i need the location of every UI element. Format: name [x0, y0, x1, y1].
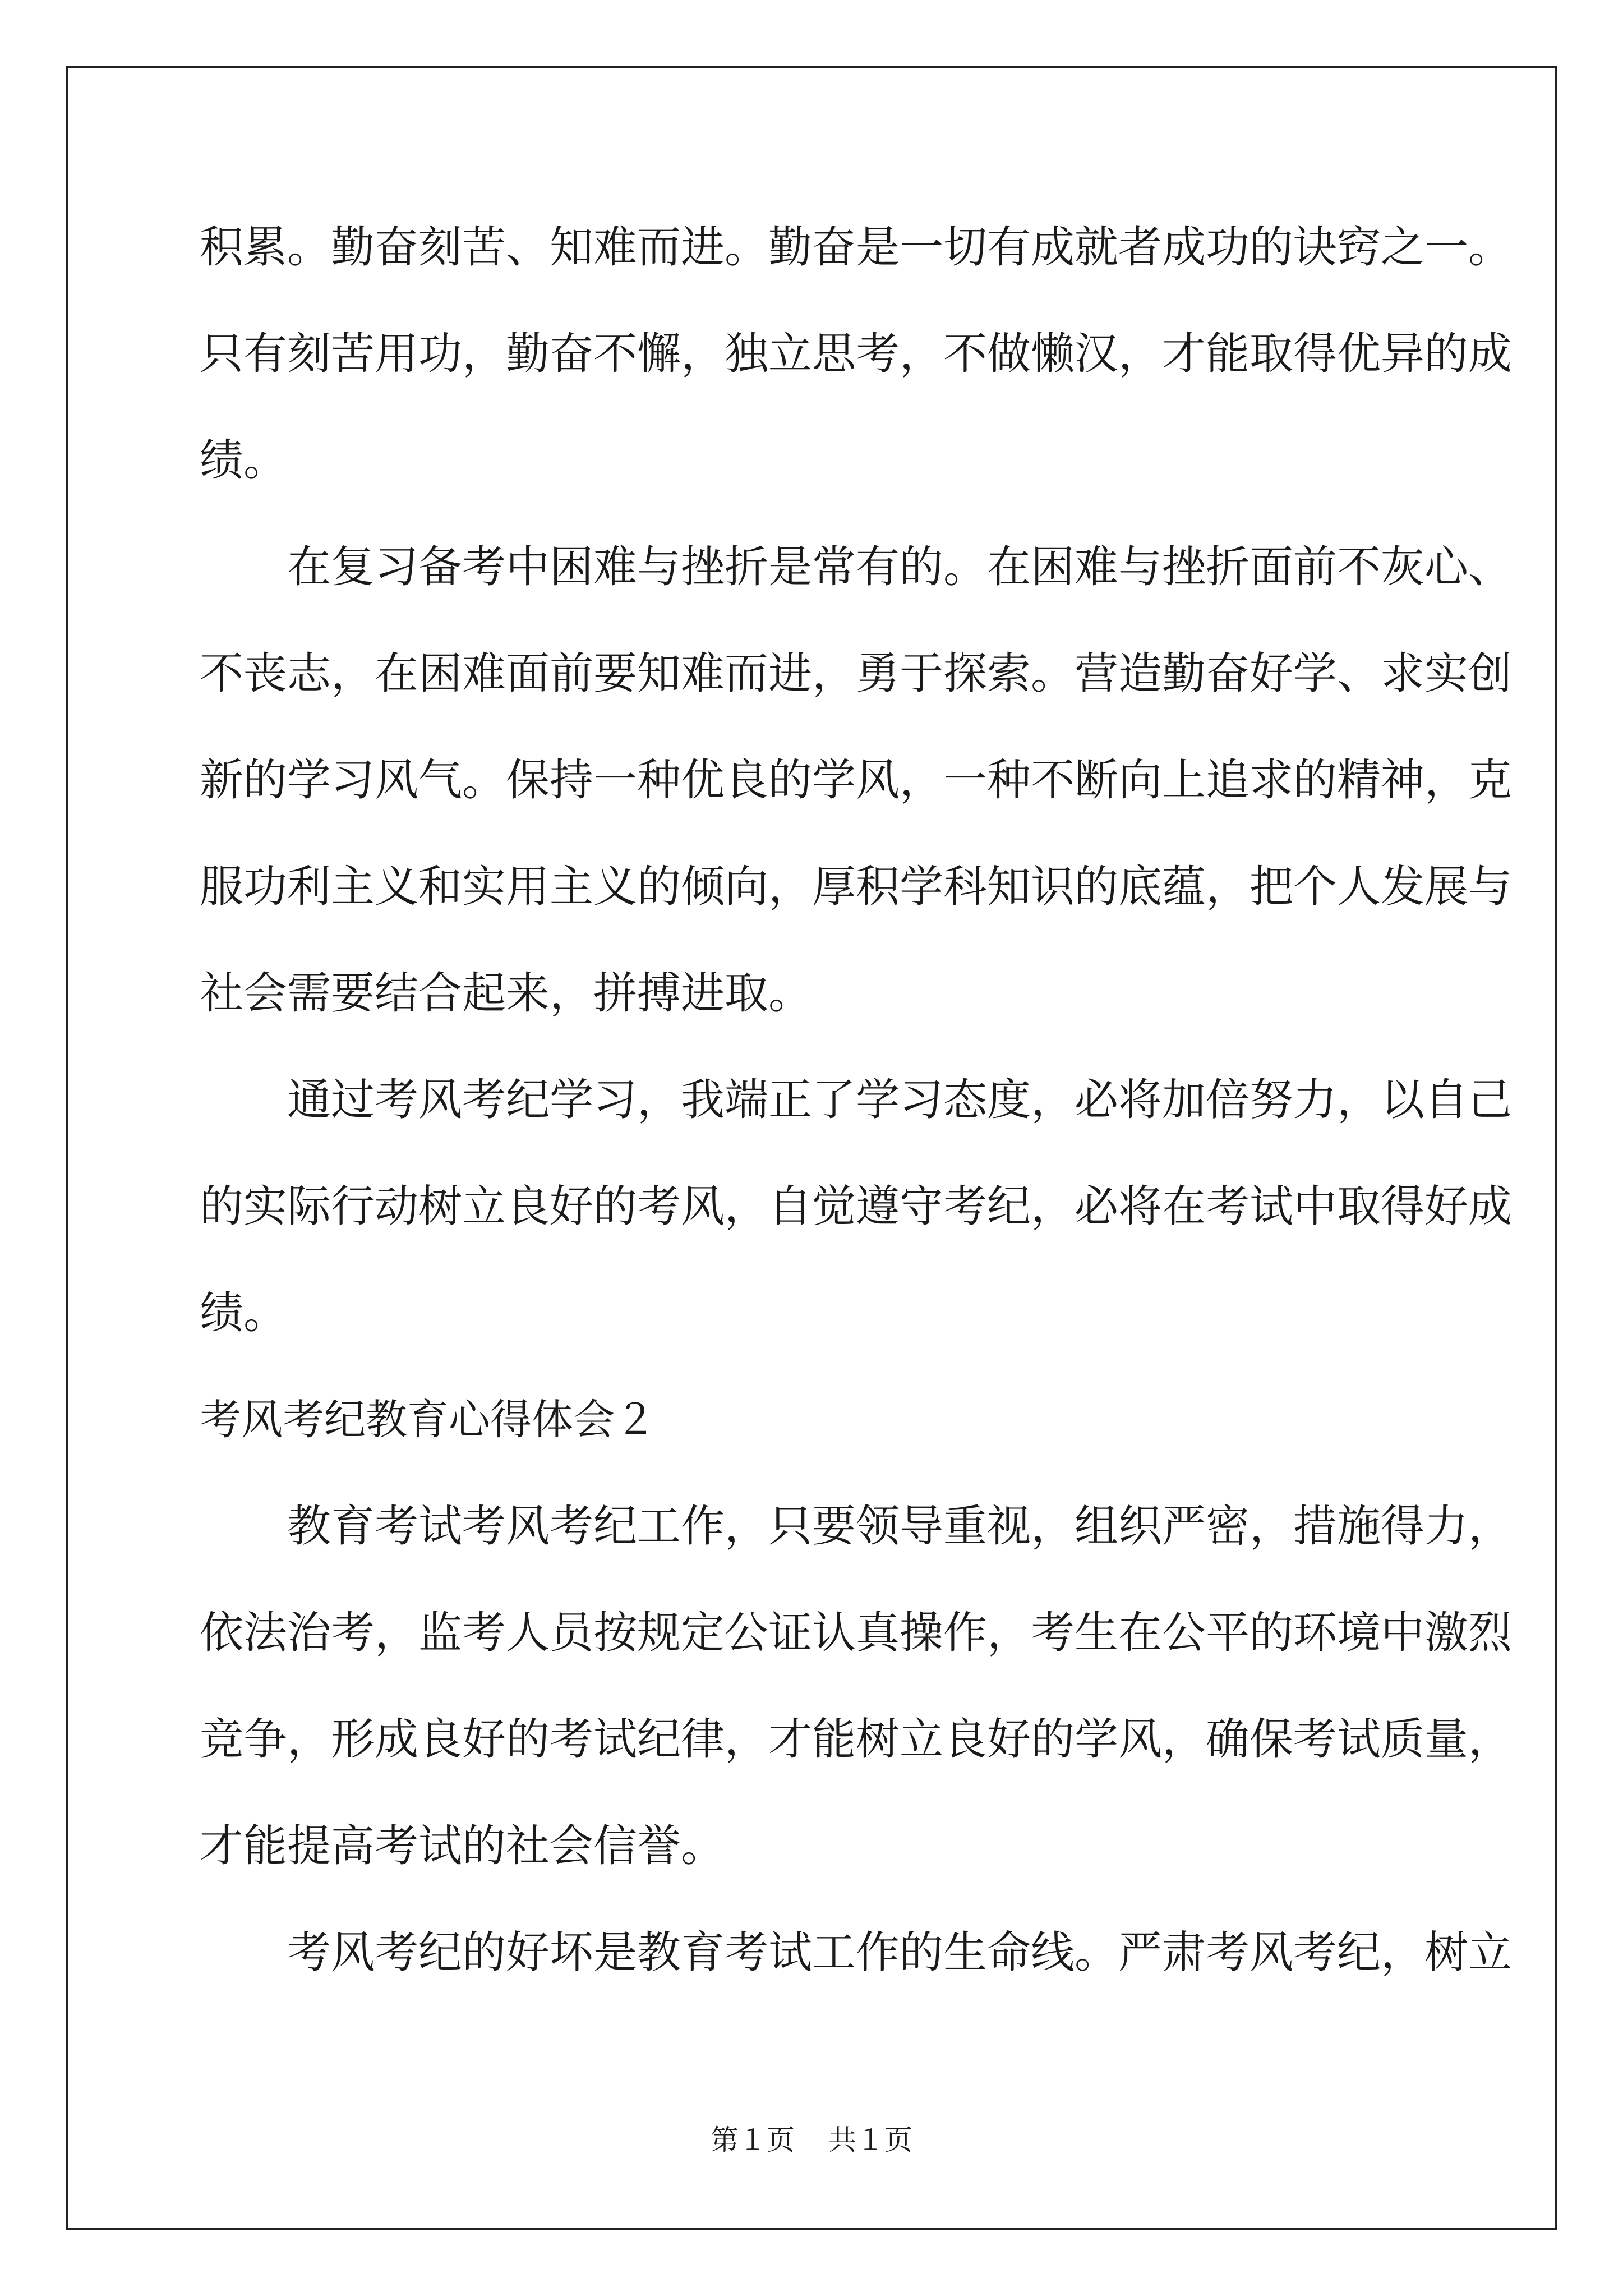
text-line: 不丧志，在困难面前要知难而进，勇于探索。营造勤奋好学、求实创 [200, 648, 1513, 699]
text-line: 的实际行动树立良好的考风，自觉遵守考纪，必将在考试中取得好成 [200, 1181, 1513, 1232]
page-number: 第１页 [711, 2124, 795, 2156]
text-line: 绩。 [200, 435, 288, 486]
text-line: 服功利主义和实用主义的倾向，厚积学科知识的底蕴，把个人发展与 [200, 862, 1513, 912]
text-line: 绩。 [200, 1288, 288, 1338]
document-body [200, 194, 1513, 2006]
text-line: 只有刻苦用功，勤奋不懈，独立思考，不做懒汉，才能取得优异的成 [200, 329, 1513, 379]
paragraph-start-line: 考风考纪的好坏是教育考试工作的生命线。严肃考风考纪，树立 [287, 1927, 1513, 1978]
text-line: 社会需要结合起来，拼搏进取。 [200, 968, 813, 1019]
section-heading: 考风考纪教育心得体会２ [200, 1396, 656, 1444]
page-total: 共１页 [828, 2124, 912, 2156]
text-line: 积累。勤奋刻苦、知难而进。勤奋是一切有成就者成功的诀窍之一。 [200, 222, 1513, 273]
paragraph-start-line: 在复习备考中困难与挫折是常有的。在困难与挫折面前不灰心、 [287, 542, 1513, 592]
page-footer [0, 2120, 1623, 2160]
text-line: 竞争，形成良好的考试纪律，才能树立良好的学风，确保考试质量， [200, 1714, 1513, 1765]
paragraph-start-line: 通过考风考纪学习，我端正了学习态度，必将加倍努力，以自己 [287, 1075, 1513, 1125]
text-line: 依法治考，监考人员按规定公证认真操作，考生在公平的环境中激烈 [200, 1608, 1513, 1658]
text-line: 才能提高考试的社会信誉。 [200, 1821, 725, 1871]
paragraph-start-line: 教育考试考风考纪工作，只要领导重视，组织严密，措施得力， [287, 1501, 1513, 1552]
text-line: 新的学习风气。保持一种优良的学风，一种不断向上追求的精神，克 [200, 755, 1513, 806]
